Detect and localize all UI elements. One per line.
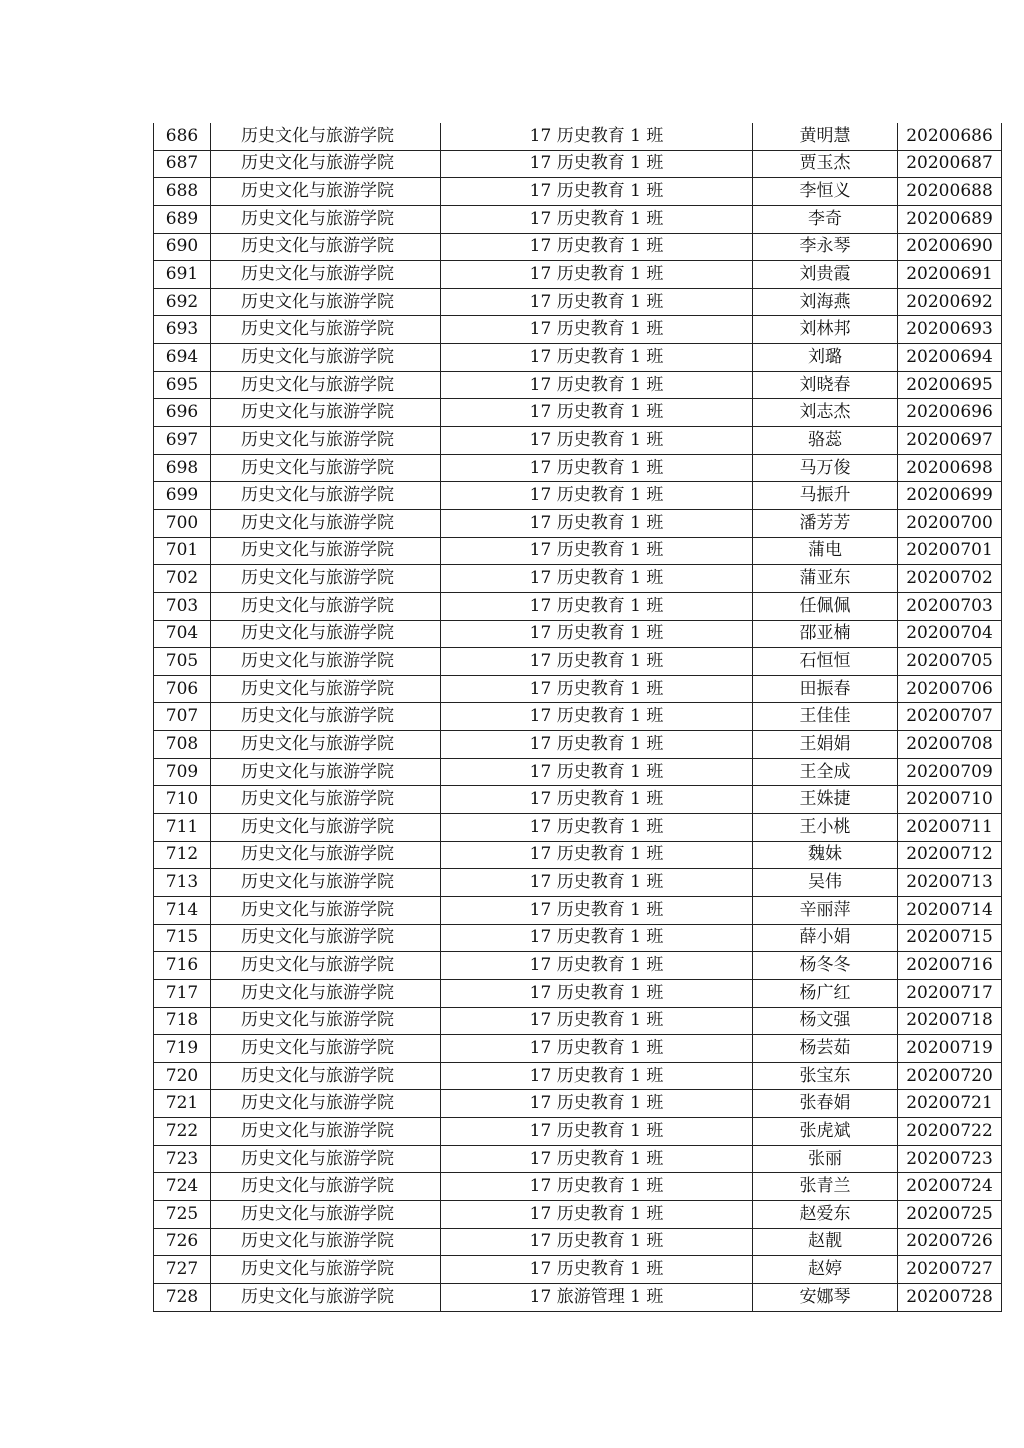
row-number-cell: 723	[154, 1145, 211, 1173]
college-cell: 历史文化与旅游学院	[211, 814, 441, 842]
row-number-cell: 692	[154, 288, 211, 316]
class-cell: 17 历史教育 1 班	[441, 592, 753, 620]
row-number-cell: 697	[154, 427, 211, 455]
student-id-cell: 20200706	[898, 675, 1002, 703]
table-row	[154, 952, 1002, 980]
table-row	[154, 123, 1002, 150]
class-cell: 17 历史教育 1 班	[441, 814, 753, 842]
student-name-cell: 李奇	[753, 205, 898, 233]
table-row	[154, 178, 1002, 206]
college-cell: 历史文化与旅游学院	[211, 786, 441, 814]
row-number-cell: 717	[154, 979, 211, 1007]
table-row	[154, 233, 1002, 261]
table-row	[154, 896, 1002, 924]
student-name-cell: 刘晓春	[753, 371, 898, 399]
student-id-cell: 20200713	[898, 869, 1002, 897]
class-cell: 17 历史教育 1 班	[441, 758, 753, 786]
student-name-cell: 王姝捷	[753, 786, 898, 814]
college-cell: 历史文化与旅游学院	[211, 1200, 441, 1228]
college-cell: 历史文化与旅游学院	[211, 316, 441, 344]
student-name-cell: 骆蕊	[753, 427, 898, 455]
college-cell: 历史文化与旅游学院	[211, 150, 441, 178]
row-number-cell: 686	[154, 123, 211, 150]
student-name-cell: 马万俊	[753, 454, 898, 482]
student-id-cell: 20200696	[898, 399, 1002, 427]
student-id-cell: 20200689	[898, 205, 1002, 233]
row-number-cell: 722	[154, 1118, 211, 1146]
table-row	[154, 814, 1002, 842]
student-id-cell: 20200695	[898, 371, 1002, 399]
row-number-cell: 712	[154, 841, 211, 869]
student-id-cell: 20200709	[898, 758, 1002, 786]
college-cell: 历史文化与旅游学院	[211, 205, 441, 233]
student-id-cell: 20200726	[898, 1228, 1002, 1256]
row-number-cell: 699	[154, 482, 211, 510]
student-id-cell: 20200717	[898, 979, 1002, 1007]
college-cell: 历史文化与旅游学院	[211, 896, 441, 924]
student-id-cell: 20200703	[898, 592, 1002, 620]
college-cell: 历史文化与旅游学院	[211, 123, 441, 150]
student-name-cell: 石恒恒	[753, 648, 898, 676]
college-cell: 历史文化与旅游学院	[211, 537, 441, 565]
row-number-cell: 688	[154, 178, 211, 206]
student-id-cell: 20200710	[898, 786, 1002, 814]
row-number-cell: 720	[154, 1062, 211, 1090]
table-row	[154, 509, 1002, 537]
student-id-cell: 20200690	[898, 233, 1002, 261]
college-cell: 历史文化与旅游学院	[211, 924, 441, 952]
class-cell: 17 历史教育 1 班	[441, 399, 753, 427]
student-id-cell: 20200701	[898, 537, 1002, 565]
class-cell: 17 历史教育 1 班	[441, 316, 753, 344]
college-cell: 历史文化与旅游学院	[211, 703, 441, 731]
class-cell: 17 历史教育 1 班	[441, 979, 753, 1007]
college-cell: 历史文化与旅游学院	[211, 344, 441, 372]
row-number-cell: 689	[154, 205, 211, 233]
college-cell: 历史文化与旅游学院	[211, 1062, 441, 1090]
student-name-cell: 吴伟	[753, 869, 898, 897]
student-name-cell: 赵靓	[753, 1228, 898, 1256]
college-cell: 历史文化与旅游学院	[211, 1228, 441, 1256]
row-number-cell: 698	[154, 454, 211, 482]
student-id-cell: 20200702	[898, 565, 1002, 593]
class-cell: 17 历史教育 1 班	[441, 896, 753, 924]
table-row	[154, 592, 1002, 620]
row-number-cell: 702	[154, 565, 211, 593]
row-number-cell: 707	[154, 703, 211, 731]
student-id-cell: 20200720	[898, 1062, 1002, 1090]
class-cell: 17 历史教育 1 班	[441, 675, 753, 703]
college-cell: 历史文化与旅游学院	[211, 482, 441, 510]
student-id-cell: 20200700	[898, 509, 1002, 537]
class-cell: 17 历史教育 1 班	[441, 1256, 753, 1284]
class-cell: 17 历史教育 1 班	[441, 841, 753, 869]
student-name-cell: 赵爱东	[753, 1200, 898, 1228]
student-id-cell: 20200688	[898, 178, 1002, 206]
college-cell: 历史文化与旅游学院	[211, 427, 441, 455]
row-number-cell: 690	[154, 233, 211, 261]
student-name-cell: 蒲亚东	[753, 565, 898, 593]
student-roster-table	[153, 123, 1002, 1312]
row-number-cell: 714	[154, 896, 211, 924]
student-name-cell: 赵婷	[753, 1256, 898, 1284]
college-cell: 历史文化与旅游学院	[211, 648, 441, 676]
student-id-cell: 20200708	[898, 731, 1002, 759]
class-cell: 17 历史教育 1 班	[441, 233, 753, 261]
table-row	[154, 979, 1002, 1007]
student-id-cell: 20200705	[898, 648, 1002, 676]
row-number-cell: 700	[154, 509, 211, 537]
student-name-cell: 黄明慧	[753, 123, 898, 150]
table-row	[154, 786, 1002, 814]
student-id-cell: 20200715	[898, 924, 1002, 952]
class-cell: 17 历史教育 1 班	[441, 150, 753, 178]
student-name-cell: 贾玉杰	[753, 150, 898, 178]
class-cell: 17 历史教育 1 班	[441, 1062, 753, 1090]
student-id-cell: 20200728	[898, 1283, 1002, 1311]
college-cell: 历史文化与旅游学院	[211, 1145, 441, 1173]
class-cell: 17 历史教育 1 班	[441, 537, 753, 565]
table-row	[154, 758, 1002, 786]
class-cell: 17 历史教育 1 班	[441, 123, 753, 150]
college-cell: 历史文化与旅游学院	[211, 1118, 441, 1146]
table-row	[154, 1062, 1002, 1090]
student-name-cell: 张春娟	[753, 1090, 898, 1118]
college-cell: 历史文化与旅游学院	[211, 509, 441, 537]
college-cell: 历史文化与旅游学院	[211, 1173, 441, 1201]
student-id-cell: 20200721	[898, 1090, 1002, 1118]
table-row	[154, 1118, 1002, 1146]
student-id-cell: 20200712	[898, 841, 1002, 869]
row-number-cell: 704	[154, 620, 211, 648]
roster-body	[154, 123, 1002, 1311]
row-number-cell: 719	[154, 1035, 211, 1063]
row-number-cell: 705	[154, 648, 211, 676]
student-name-cell: 杨芸茹	[753, 1035, 898, 1063]
class-cell: 17 历史教育 1 班	[441, 648, 753, 676]
table-row	[154, 1035, 1002, 1063]
table-row	[154, 869, 1002, 897]
class-cell: 17 历史教育 1 班	[441, 1173, 753, 1201]
row-number-cell: 718	[154, 1007, 211, 1035]
college-cell: 历史文化与旅游学院	[211, 1007, 441, 1035]
table-row	[154, 399, 1002, 427]
student-name-cell: 王娟娟	[753, 731, 898, 759]
row-number-cell: 711	[154, 814, 211, 842]
student-name-cell: 张丽	[753, 1145, 898, 1173]
class-cell: 17 历史教育 1 班	[441, 427, 753, 455]
row-number-cell: 701	[154, 537, 211, 565]
table-row	[154, 205, 1002, 233]
class-cell: 17 历史教育 1 班	[441, 1200, 753, 1228]
student-id-cell: 20200724	[898, 1173, 1002, 1201]
class-cell: 17 历史教育 1 班	[441, 924, 753, 952]
table-row	[154, 648, 1002, 676]
student-name-cell: 魏妹	[753, 841, 898, 869]
student-id-cell: 20200719	[898, 1035, 1002, 1063]
row-number-cell: 708	[154, 731, 211, 759]
student-name-cell: 潘芳芳	[753, 509, 898, 537]
table-row	[154, 565, 1002, 593]
row-number-cell: 709	[154, 758, 211, 786]
student-id-cell: 20200693	[898, 316, 1002, 344]
student-id-cell: 20200725	[898, 1200, 1002, 1228]
college-cell: 历史文化与旅游学院	[211, 1035, 441, 1063]
college-cell: 历史文化与旅游学院	[211, 1256, 441, 1284]
row-number-cell: 713	[154, 869, 211, 897]
student-name-cell: 刘林邦	[753, 316, 898, 344]
college-cell: 历史文化与旅游学院	[211, 841, 441, 869]
college-cell: 历史文化与旅游学院	[211, 454, 441, 482]
student-name-cell: 杨文强	[753, 1007, 898, 1035]
class-cell: 17 历史教育 1 班	[441, 454, 753, 482]
student-id-cell: 20200711	[898, 814, 1002, 842]
table-row	[154, 316, 1002, 344]
row-number-cell: 695	[154, 371, 211, 399]
row-number-cell: 706	[154, 675, 211, 703]
student-id-cell: 20200694	[898, 344, 1002, 372]
student-name-cell: 张青兰	[753, 1173, 898, 1201]
class-cell: 17 历史教育 1 班	[441, 482, 753, 510]
student-name-cell: 李永琴	[753, 233, 898, 261]
student-id-cell: 20200687	[898, 150, 1002, 178]
row-number-cell: 726	[154, 1228, 211, 1256]
student-id-cell: 20200704	[898, 620, 1002, 648]
student-name-cell: 杨冬冬	[753, 952, 898, 980]
student-id-cell: 20200691	[898, 261, 1002, 289]
student-id-cell: 20200707	[898, 703, 1002, 731]
student-name-cell: 杨广红	[753, 979, 898, 1007]
student-id-cell: 20200718	[898, 1007, 1002, 1035]
student-name-cell: 薛小娟	[753, 924, 898, 952]
student-name-cell: 邵亚楠	[753, 620, 898, 648]
table-row	[154, 924, 1002, 952]
table-row	[154, 482, 1002, 510]
row-number-cell: 716	[154, 952, 211, 980]
row-number-cell: 710	[154, 786, 211, 814]
table-row	[154, 1283, 1002, 1311]
college-cell: 历史文化与旅游学院	[211, 731, 441, 759]
college-cell: 历史文化与旅游学院	[211, 233, 441, 261]
student-id-cell: 20200698	[898, 454, 1002, 482]
row-number-cell: 703	[154, 592, 211, 620]
student-id-cell: 20200686	[898, 123, 1002, 150]
row-number-cell: 724	[154, 1173, 211, 1201]
student-name-cell: 安娜琴	[753, 1283, 898, 1311]
table-row	[154, 1090, 1002, 1118]
class-cell: 17 历史教育 1 班	[441, 565, 753, 593]
class-cell: 17 历史教育 1 班	[441, 731, 753, 759]
table-row	[154, 344, 1002, 372]
table-row	[154, 261, 1002, 289]
college-cell: 历史文化与旅游学院	[211, 288, 441, 316]
table-row	[154, 620, 1002, 648]
row-number-cell: 727	[154, 1256, 211, 1284]
student-id-cell: 20200714	[898, 896, 1002, 924]
class-cell: 17 历史教育 1 班	[441, 703, 753, 731]
table-row	[154, 371, 1002, 399]
row-number-cell: 721	[154, 1090, 211, 1118]
class-cell: 17 历史教育 1 班	[441, 620, 753, 648]
class-cell: 17 旅游管理 1 班	[441, 1283, 753, 1311]
table-row	[154, 675, 1002, 703]
student-id-cell: 20200692	[898, 288, 1002, 316]
class-cell: 17 历史教育 1 班	[441, 1145, 753, 1173]
table-row	[154, 703, 1002, 731]
class-cell: 17 历史教育 1 班	[441, 1090, 753, 1118]
student-name-cell: 王佳佳	[753, 703, 898, 731]
class-cell: 17 历史教育 1 班	[441, 869, 753, 897]
table-row	[154, 841, 1002, 869]
table-row	[154, 288, 1002, 316]
student-id-cell: 20200723	[898, 1145, 1002, 1173]
student-id-cell: 20200697	[898, 427, 1002, 455]
table-row	[154, 427, 1002, 455]
row-number-cell: 725	[154, 1200, 211, 1228]
student-name-cell: 张宝东	[753, 1062, 898, 1090]
college-cell: 历史文化与旅游学院	[211, 565, 441, 593]
class-cell: 17 历史教育 1 班	[441, 1035, 753, 1063]
student-name-cell: 王小桃	[753, 814, 898, 842]
college-cell: 历史文化与旅游学院	[211, 399, 441, 427]
row-number-cell: 687	[154, 150, 211, 178]
college-cell: 历史文化与旅游学院	[211, 1090, 441, 1118]
college-cell: 历史文化与旅游学院	[211, 675, 441, 703]
student-name-cell: 刘志杰	[753, 399, 898, 427]
row-number-cell: 691	[154, 261, 211, 289]
student-name-cell: 马振升	[753, 482, 898, 510]
student-name-cell: 王全成	[753, 758, 898, 786]
college-cell: 历史文化与旅游学院	[211, 620, 441, 648]
college-cell: 历史文化与旅游学院	[211, 869, 441, 897]
class-cell: 17 历史教育 1 班	[441, 786, 753, 814]
row-number-cell: 728	[154, 1283, 211, 1311]
class-cell: 17 历史教育 1 班	[441, 371, 753, 399]
student-id-cell: 20200699	[898, 482, 1002, 510]
table-row	[154, 1173, 1002, 1201]
class-cell: 17 历史教育 1 班	[441, 261, 753, 289]
table-row	[154, 537, 1002, 565]
class-cell: 17 历史教育 1 班	[441, 344, 753, 372]
student-name-cell: 刘璐	[753, 344, 898, 372]
college-cell: 历史文化与旅游学院	[211, 592, 441, 620]
college-cell: 历史文化与旅游学院	[211, 371, 441, 399]
class-cell: 17 历史教育 1 班	[441, 1007, 753, 1035]
college-cell: 历史文化与旅游学院	[211, 1283, 441, 1311]
student-id-cell: 20200722	[898, 1118, 1002, 1146]
college-cell: 历史文化与旅游学院	[211, 979, 441, 1007]
table-row	[154, 1145, 1002, 1173]
row-number-cell: 694	[154, 344, 211, 372]
class-cell: 17 历史教育 1 班	[441, 1228, 753, 1256]
class-cell: 17 历史教育 1 班	[441, 1118, 753, 1146]
student-name-cell: 任佩佩	[753, 592, 898, 620]
table-row	[154, 454, 1002, 482]
student-name-cell: 李恒义	[753, 178, 898, 206]
row-number-cell: 715	[154, 924, 211, 952]
class-cell: 17 历史教育 1 班	[441, 178, 753, 206]
table-row	[154, 731, 1002, 759]
class-cell: 17 历史教育 1 班	[441, 205, 753, 233]
student-name-cell: 辛丽萍	[753, 896, 898, 924]
college-cell: 历史文化与旅游学院	[211, 952, 441, 980]
student-name-cell: 刘海燕	[753, 288, 898, 316]
table-row	[154, 1256, 1002, 1284]
student-id-cell: 20200727	[898, 1256, 1002, 1284]
student-name-cell: 刘贵霞	[753, 261, 898, 289]
class-cell: 17 历史教育 1 班	[441, 288, 753, 316]
student-name-cell: 蒲电	[753, 537, 898, 565]
college-cell: 历史文化与旅游学院	[211, 758, 441, 786]
class-cell: 17 历史教育 1 班	[441, 509, 753, 537]
student-name-cell: 张虎斌	[753, 1118, 898, 1146]
class-cell: 17 历史教育 1 班	[441, 952, 753, 980]
table-row	[154, 1228, 1002, 1256]
row-number-cell: 693	[154, 316, 211, 344]
table-row	[154, 1007, 1002, 1035]
table-row	[154, 150, 1002, 178]
student-id-cell: 20200716	[898, 952, 1002, 980]
college-cell: 历史文化与旅游学院	[211, 178, 441, 206]
table-row	[154, 1200, 1002, 1228]
row-number-cell: 696	[154, 399, 211, 427]
college-cell: 历史文化与旅游学院	[211, 261, 441, 289]
student-name-cell: 田振春	[753, 675, 898, 703]
